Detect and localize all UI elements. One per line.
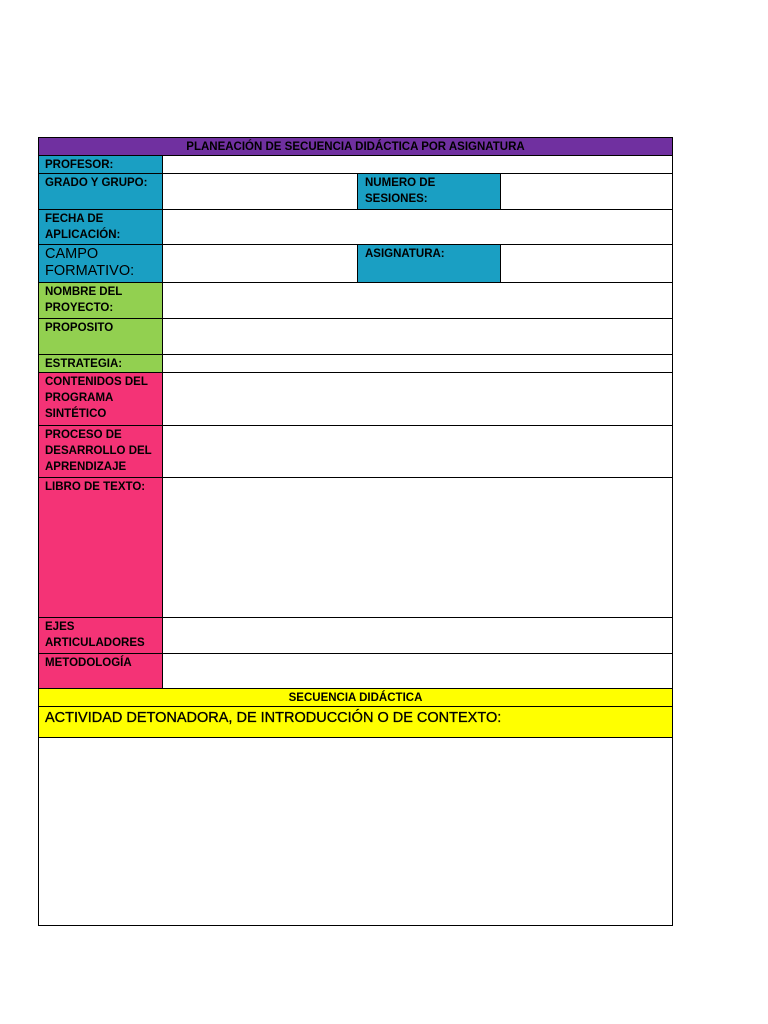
contenidos-field[interactable]: [162, 372, 673, 426]
ejes-field[interactable]: [162, 617, 673, 654]
actividad-label: ACTIVIDAD DETONADORA, DE INTRODUCCIÓN O DE CONTEXTO:: [38, 706, 673, 738]
asignatura-field[interactable]: [500, 244, 673, 283]
libro-texto-label: LIBRO DE TEXTO:: [38, 477, 163, 618]
numero-sesiones-field[interactable]: [500, 173, 673, 210]
nombre-proyecto-field[interactable]: [162, 282, 673, 319]
metodologia-field[interactable]: [162, 653, 673, 689]
grado-grupo-field[interactable]: [162, 173, 358, 210]
proposito-field[interactable]: [162, 318, 673, 355]
proceso-label: PROCESO DE DESARROLLO DEL APRENDIZAJE: [38, 425, 163, 478]
ejes-label: EJES ARTICULADORES: [38, 617, 163, 654]
numero-sesiones-label: NUMERO DE SESIONES:: [357, 173, 501, 210]
metodologia-label: METODOLOGÍA: [38, 653, 163, 689]
profesor-label: PROFESOR:: [38, 155, 163, 174]
libro-texto-field[interactable]: [162, 477, 673, 618]
estrategia-label: ESTRATEGIA:: [38, 354, 163, 373]
actividad-field[interactable]: [38, 737, 673, 926]
contenidos-label: CONTENIDOS DEL PROGRAMA SINTÉTICO: [38, 372, 163, 426]
fecha-aplicacion-field[interactable]: [162, 209, 673, 245]
profesor-field[interactable]: [162, 155, 673, 174]
estrategia-field[interactable]: [162, 354, 673, 373]
secuencia-title: SECUENCIA DIDÁCTICA: [38, 688, 673, 707]
campo-formativo-field[interactable]: [162, 244, 358, 283]
asignatura-label: ASIGNATURA:: [357, 244, 501, 283]
grado-grupo-label: GRADO Y GRUPO:: [38, 173, 163, 210]
proposito-label: PROPOSITO: [38, 318, 163, 355]
nombre-proyecto-label: NOMBRE DEL PROYECTO:: [38, 282, 163, 319]
form-title: PLANEACIÓN DE SECUENCIA DIDÁCTICA POR ASIGNATURA: [38, 137, 673, 156]
campo-formativo-label: CAMPO FORMATIVO:: [38, 244, 163, 283]
proceso-field[interactable]: [162, 425, 673, 478]
fecha-aplicacion-label: FECHA DE APLICACIÓN:: [38, 209, 163, 245]
